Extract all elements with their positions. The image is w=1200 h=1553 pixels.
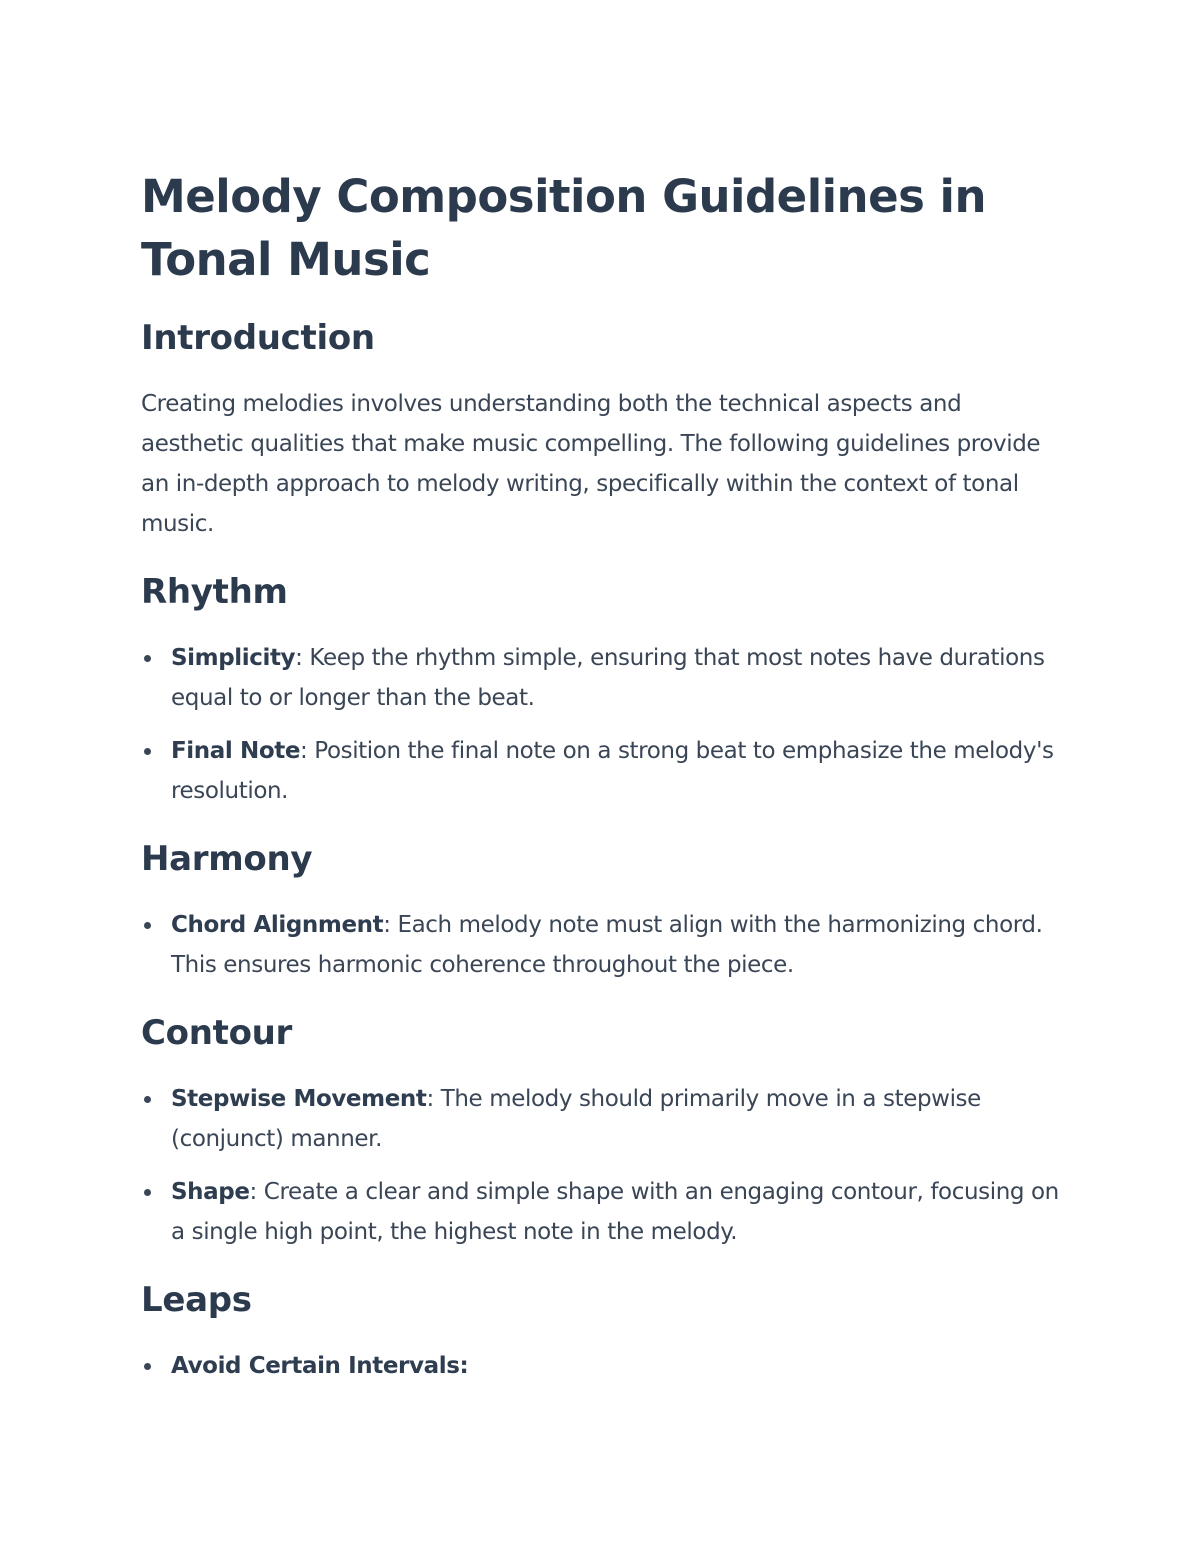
section-heading-leaps: Leaps xyxy=(141,1280,252,1320)
list-item-term: Simplicity xyxy=(171,645,296,671)
bullet-icon xyxy=(144,1096,151,1103)
bullet-icon xyxy=(144,655,151,662)
list-item-text: : Keep the rhythm simple, ensuring that most notes have durations equal to or longer than the beat. xyxy=(171,645,1045,711)
bullet-icon xyxy=(144,1189,151,1196)
document-page xyxy=(141,160,1061,1386)
bullet-icon xyxy=(144,1363,151,1370)
list-item-term: Chord Alignment xyxy=(171,912,384,938)
list-item-term: Stepwise Movement xyxy=(171,1086,427,1112)
list-item xyxy=(141,731,1061,811)
section-heading-contour: Contour xyxy=(141,1013,292,1053)
contour-list xyxy=(141,1079,1061,1252)
list-item xyxy=(141,1079,1061,1159)
leaps-list xyxy=(141,1346,1061,1386)
list-item-text: : Position the final note on a strong beat to emphasize the melody's resolution. xyxy=(171,738,1054,804)
list-item-term: Final Note xyxy=(171,738,301,764)
section-heading-rhythm: Rhythm xyxy=(141,572,288,612)
list-item-text: : Each melody note must align with the harmonizing chord. This ensures harmonic coherence throughout the piece. xyxy=(171,912,1043,978)
section-heading-introduction: Introduction xyxy=(141,318,375,358)
list-item-text: : Create a clear and simple shape with an engaging contour, focusing on a single high point, the highest note in the melody. xyxy=(171,1179,1059,1245)
list-item-text: : The melody should primarily move in a stepwise (conjunct) manner. xyxy=(171,1086,981,1152)
bullet-icon xyxy=(144,748,151,755)
introduction-paragraph: Creating melodies involves understanding both the technical aspects and aesthetic qualities that make music compelling. The following guidelines provide an in-depth approach to melody writing, specifically within the context of tonal music. xyxy=(141,391,1041,537)
list-item-term: Shape xyxy=(171,1179,250,1205)
section-heading-harmony: Harmony xyxy=(141,839,313,879)
harmony-list xyxy=(141,905,1061,985)
list-item xyxy=(141,1346,1061,1386)
list-item xyxy=(141,1172,1061,1252)
rhythm-list xyxy=(141,638,1061,811)
list-item xyxy=(141,905,1061,985)
page-title: Melody Composition Guidelines in Tonal Music xyxy=(141,170,987,286)
bullet-icon xyxy=(144,922,151,929)
list-item-term: Avoid Certain Intervals: xyxy=(171,1353,469,1379)
list-item xyxy=(141,638,1061,718)
